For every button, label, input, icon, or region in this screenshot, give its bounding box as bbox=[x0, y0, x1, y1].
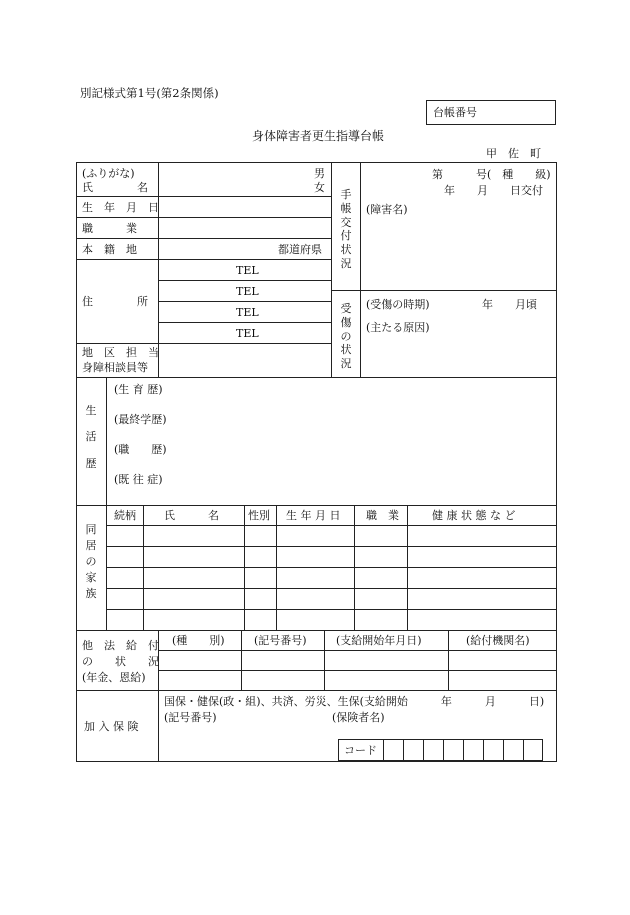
medical-history-label: (既 往 症) bbox=[114, 473, 163, 486]
techo-issued-label: 年 月 日交付 bbox=[444, 184, 543, 197]
form-number: 別記様式第1号(第2条関係) bbox=[80, 86, 219, 100]
col-benefit-start: (支給開始年月日) bbox=[336, 634, 422, 647]
district-label-2: 身障相談員等 bbox=[82, 361, 148, 374]
ledger-number-box[interactable] bbox=[426, 100, 556, 125]
techo-number-label: 第 号( 種 級) bbox=[432, 168, 551, 181]
col-health: 健 康 状 態 な ど bbox=[432, 509, 516, 522]
sex-male-option[interactable]: 男 bbox=[314, 167, 325, 180]
upbringing-label: (生 育 歴) bbox=[114, 383, 163, 396]
birth-date-label: 生 年 月 日 bbox=[82, 201, 159, 214]
furigana-label: (ふりがな) bbox=[82, 167, 135, 180]
district-label-1: 地 区 担 当 bbox=[82, 346, 159, 359]
col-birth: 生 年 月 日 bbox=[286, 509, 341, 522]
insurance-label: 加 入 保 険 bbox=[84, 720, 139, 733]
insurance-number-label: (記号番号) bbox=[164, 711, 217, 724]
household-label: 同居の家族 bbox=[85, 523, 97, 600]
ledger-number-label: 台帳番号 bbox=[433, 106, 477, 119]
tel-label-3: TEL bbox=[236, 306, 259, 319]
techo-status-label: 手帳交付状況 bbox=[340, 188, 352, 270]
sex-female-option[interactable]: 女 bbox=[314, 181, 325, 194]
address-label: 住 所 bbox=[82, 295, 148, 308]
disability-name-label: (障害名) bbox=[366, 203, 408, 216]
name-label: 氏 名 bbox=[82, 181, 148, 194]
col-job: 職 業 bbox=[366, 509, 399, 522]
injury-cause-label: (主たる原因) bbox=[366, 321, 430, 334]
code-label: コード bbox=[344, 744, 377, 757]
col-sex: 性別 bbox=[248, 509, 270, 522]
col-benefit-type: (種 別) bbox=[172, 634, 225, 647]
injury-time-suffix: 年 月頃 bbox=[482, 298, 537, 311]
page-title: 身体障害者更生指導台帳 bbox=[252, 129, 385, 143]
benefits-label-2: の 状 況 bbox=[82, 655, 159, 668]
col-benefit-number: (記号番号) bbox=[254, 634, 307, 647]
career-label: (職 歴) bbox=[114, 443, 167, 456]
code-box[interactable] bbox=[338, 739, 543, 761]
life-history-label: 生活歴 bbox=[85, 404, 97, 470]
col-benefit-agency: (給付機関名) bbox=[466, 634, 530, 647]
prefecture-label: 都道府県 bbox=[278, 243, 322, 256]
injury-status-label: 受傷の状況 bbox=[340, 302, 352, 370]
col-name: 氏 名 bbox=[164, 509, 219, 522]
insurance-types: 国保・健保(政・組)、共済、労災、生保(支給開始 年 月 日) bbox=[164, 695, 545, 708]
col-relation: 続柄 bbox=[114, 509, 136, 522]
honseki-label: 本 籍 地 bbox=[82, 243, 137, 256]
town-name: 甲 佐 町 bbox=[486, 147, 541, 160]
tel-label-4: TEL bbox=[236, 327, 259, 340]
injury-time-label: (受傷の時期) bbox=[366, 298, 430, 311]
benefits-label-3: (年金、恩給) bbox=[82, 671, 146, 684]
tel-label-1: TEL bbox=[236, 264, 259, 277]
education-label: (最終学歴) bbox=[114, 413, 167, 426]
tel-label-2: TEL bbox=[236, 285, 259, 298]
occupation-label: 職 業 bbox=[82, 222, 137, 235]
benefits-label-1: 他 法 給 付 bbox=[82, 639, 159, 652]
insurer-name-label: (保険者名) bbox=[332, 711, 385, 724]
